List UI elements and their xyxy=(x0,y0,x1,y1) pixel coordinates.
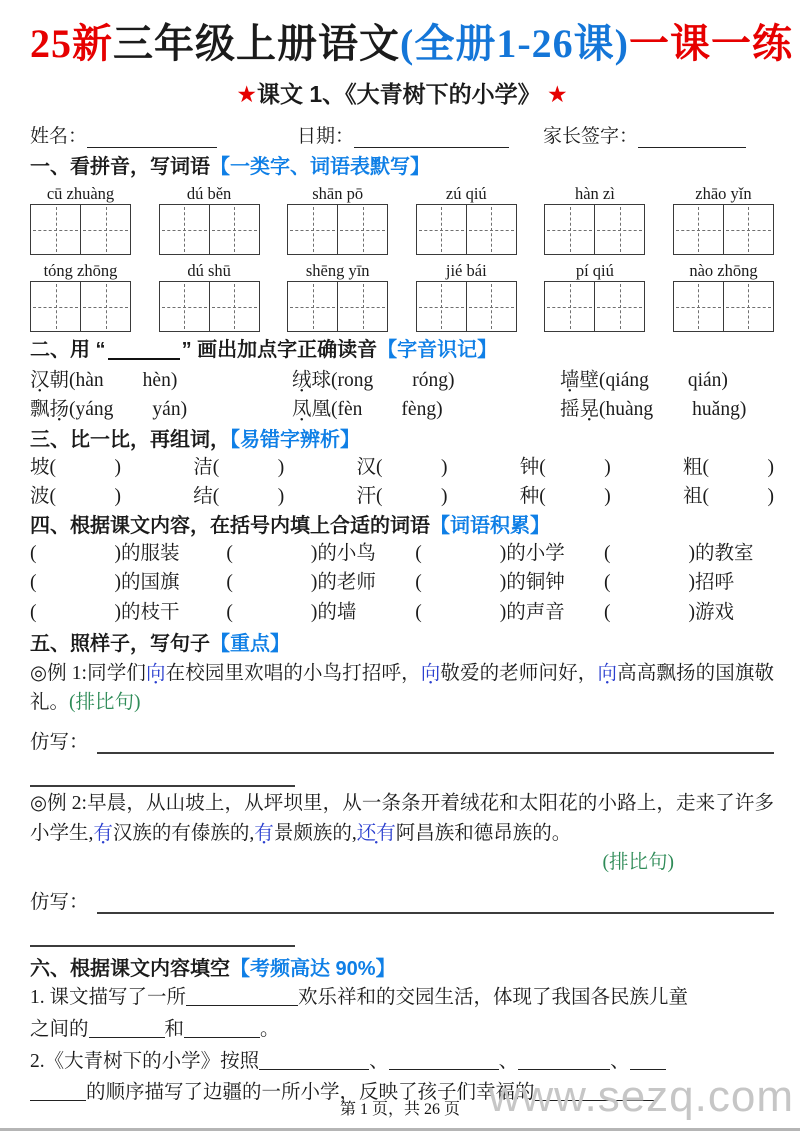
pinyin-label: dú shū xyxy=(187,261,231,280)
fill-word-cell: ( )的枝干 xyxy=(30,601,180,623)
fill-blank-line-2 xyxy=(30,1014,774,1046)
meta-row xyxy=(30,121,774,148)
date-blank xyxy=(354,127,509,148)
rhetoric-note: (排比句) xyxy=(69,692,141,713)
compare-cell: 坡( ) xyxy=(30,456,121,478)
line-text: 2.《大青树下的小学》按照 xyxy=(30,1050,260,1072)
pinyin-row-1 xyxy=(30,183,774,255)
pinyin-label: pí qiú xyxy=(575,261,614,280)
word-post: 壁 xyxy=(579,370,600,391)
lesson-title-text: 课文 1、《大青树下的小学》 xyxy=(256,81,541,107)
copy-line-1 xyxy=(30,726,774,754)
answer-blank xyxy=(389,1049,499,1070)
section-1-header xyxy=(30,154,774,180)
title-part-suffix: 一课一练 xyxy=(628,21,793,66)
section-1-title: 一、看拼音，写词语 xyxy=(30,156,210,178)
line-text: 欢乐祥和的交园生活，体现了我国各民族儿童 xyxy=(298,987,689,1008)
compare-cell: 种( ) xyxy=(519,485,611,507)
fill-word-cell: ( )的老师 xyxy=(226,572,376,594)
title-part-grade: 三年级上册语文 xyxy=(113,21,400,66)
fill-word-row-2 xyxy=(30,568,774,597)
writing-grid xyxy=(30,204,131,255)
title-part-range: (全册1-26课) xyxy=(400,21,629,66)
example-1-prefix: ◎例 1: xyxy=(30,662,87,684)
fill-word-cell: ( )的墙 xyxy=(226,601,357,623)
pinyin-label: hàn zì xyxy=(574,184,615,203)
pinyin-group xyxy=(30,183,131,255)
date-field xyxy=(297,121,509,148)
pinyin-group xyxy=(416,183,517,255)
sign-blank xyxy=(638,127,746,148)
rhetoric-note: (排比句) xyxy=(602,851,674,873)
writing-grid xyxy=(416,204,517,255)
pinyin-group xyxy=(544,183,645,255)
fill-word-cell: ( )的国旗 xyxy=(30,572,180,594)
pinyin-options: (huàng huǎng) xyxy=(599,399,747,421)
pinyin-group xyxy=(287,260,388,332)
keyword-xiang: 向 xyxy=(420,662,441,684)
writing-grid xyxy=(159,204,260,255)
section-5-title: 五、照样子，写句子 xyxy=(30,632,210,655)
watermark: www.sezq.com xyxy=(488,1072,794,1121)
keyword-xiang: 向 xyxy=(145,662,166,684)
pinyin-group xyxy=(159,183,260,255)
copy-blank xyxy=(97,890,774,914)
pinyin-label: cū zhuàng xyxy=(46,184,115,203)
separator: 、 xyxy=(610,1050,630,1072)
name-label: 姓名： xyxy=(30,126,88,147)
separator: 、 xyxy=(369,1050,389,1072)
pinyin-group xyxy=(416,260,517,332)
fill-word-cell: ( )的教室 xyxy=(604,543,754,564)
compare-cell: 汗( ) xyxy=(356,485,448,507)
writing-grid xyxy=(544,281,645,332)
fill-word-cell: ( )的声音 xyxy=(415,601,565,623)
compare-cell: 洁( ) xyxy=(193,456,285,478)
example-1-text: 高高飘扬的国旗敬礼。 xyxy=(30,662,774,713)
answer-blank xyxy=(259,1049,369,1070)
pinyin-label: zhāo yǐn xyxy=(695,184,752,203)
continuation-line xyxy=(30,931,295,947)
separator: 、 xyxy=(498,1050,519,1072)
pronunciation-item xyxy=(30,395,292,424)
dotted-char: 凤 xyxy=(292,399,312,421)
pinyin-label: dú běn xyxy=(186,184,232,203)
star-icon: ★ xyxy=(547,81,568,107)
answer-blank xyxy=(184,1017,260,1038)
example-2-text: 阿昌族和德昂族的。 xyxy=(395,822,572,844)
writing-grid xyxy=(673,281,774,332)
compare-cell: 钟( ) xyxy=(519,456,611,478)
section-2-title-pre: 二、用 “ xyxy=(30,339,106,361)
answer-blank xyxy=(630,1049,666,1070)
answer-blank xyxy=(89,1017,165,1038)
answer-blank xyxy=(186,986,298,1007)
section-3-tag: 【易错字辨析】 xyxy=(230,428,360,451)
section-5-header xyxy=(30,631,774,657)
underline-blank xyxy=(108,338,180,360)
lesson-subtitle xyxy=(30,76,774,109)
example-2-text: 早晨，从山坡上，从坪坝里，从一条条开着绒花和太阳花的小路上，走来了许多小学生, xyxy=(30,793,774,844)
copy-label: 仿写： xyxy=(30,892,89,913)
keyword-you: 有 xyxy=(254,822,274,844)
writing-grid xyxy=(159,281,260,332)
keyword-xiang: 向 xyxy=(597,662,618,684)
pinyin-options: (hàn hèn) xyxy=(69,370,178,391)
example-2 xyxy=(30,789,774,848)
example-2-text: 汉族的有傣族的, xyxy=(112,822,255,844)
pinyin-options: (yáng yán) xyxy=(69,399,188,421)
pinyin-group xyxy=(287,183,388,255)
section-6-header xyxy=(30,956,774,982)
section-4-header xyxy=(30,513,774,539)
compare-cell: 祖( ) xyxy=(683,485,774,507)
example-1-text: 同学们 xyxy=(86,662,146,684)
dotted-char: 汉 xyxy=(30,370,50,391)
example-1-text: 敬爱的老师问好， xyxy=(440,662,598,684)
writing-grid xyxy=(287,281,388,332)
copy-blank xyxy=(97,730,774,754)
compare-row-1 xyxy=(30,453,774,482)
pronunciation-item xyxy=(292,395,560,424)
writing-grid xyxy=(673,204,774,255)
pinyin-group xyxy=(159,260,260,332)
line-text: 1. 课文描写了一所 xyxy=(30,987,187,1008)
writing-grid xyxy=(30,281,131,332)
dotted-char: 扬 xyxy=(49,399,70,421)
writing-grid xyxy=(287,204,388,255)
fill-word-cell: ( )的服装 xyxy=(30,543,180,564)
compare-cell: 波( ) xyxy=(30,485,121,507)
pinyin-label: shān pō xyxy=(312,184,364,203)
fill-word-row-1 xyxy=(30,539,774,568)
example-2-prefix: ◎例 2: xyxy=(30,793,87,815)
word-post: 球 xyxy=(311,370,332,391)
pinyin-label: zú qiú xyxy=(445,184,487,203)
sign-field xyxy=(543,121,746,148)
pinyin-group xyxy=(30,260,131,332)
pinyin-group xyxy=(544,260,645,332)
section-6-tag: 【考频高达 90%】 xyxy=(230,958,396,980)
pronunciation-item xyxy=(560,366,774,395)
answer-blank xyxy=(518,1049,610,1070)
fill-word-cell: ( )的小鸟 xyxy=(226,543,376,564)
page-number: 第 1 页，共 26 页 xyxy=(339,1101,460,1118)
fill-blank-line-1 xyxy=(30,982,774,1014)
pinyin-label: jié bái xyxy=(445,261,487,280)
section-2-title-post: ” 画出加点字正确读音 xyxy=(181,339,378,361)
pronunciation-item xyxy=(30,366,292,395)
line-text: 的顺序描写了边疆的一所小学，反映了孩子们幸福的 xyxy=(86,1082,535,1104)
writing-grid xyxy=(416,281,517,332)
fill-word-cell: ( )的小学 xyxy=(415,543,565,564)
compare-row-2 xyxy=(30,482,774,511)
pinyin-label: nào zhōng xyxy=(689,261,758,280)
fill-word-cell: ( )游戏 xyxy=(604,601,735,623)
pinyin-row-2 xyxy=(30,260,774,332)
keyword-you: 有 xyxy=(93,822,113,844)
section-4-title: 四、根据课文内容，在括号内填上合适的词语 xyxy=(30,515,430,537)
star-icon: ★ xyxy=(236,81,257,107)
section-1-tag: 【一类字、词语表默写】 xyxy=(210,156,430,178)
fill-word-row-3 xyxy=(30,598,774,627)
pinyin-label: tóng zhōng xyxy=(43,261,118,280)
example-1 xyxy=(30,659,774,718)
pinyin-group xyxy=(673,183,774,255)
copy-line-2 xyxy=(30,886,774,914)
dotted-char: 墙 xyxy=(560,370,580,391)
name-blank xyxy=(87,127,217,148)
word-pre: 飘 xyxy=(30,399,50,421)
section-4-tag: 【词语积累】 xyxy=(430,515,550,537)
pronunciation-item xyxy=(292,366,560,395)
pronunciation-item xyxy=(560,395,774,424)
copy-label: 仿写： xyxy=(30,732,89,754)
fill-word-cell: ( )的铜钟 xyxy=(415,572,565,594)
dotted-char: 绒 xyxy=(292,370,312,391)
section-2-header xyxy=(30,337,774,363)
date-label: 日期： xyxy=(297,126,355,147)
writing-grid xyxy=(544,204,645,255)
line-text: 之间的 xyxy=(30,1018,89,1040)
name-field xyxy=(30,121,217,148)
section-6-title: 六、根据课文内容填空 xyxy=(30,958,230,980)
word-post: 凰 xyxy=(311,399,332,421)
example-2-text: 景颇族的, xyxy=(273,822,357,844)
fill-word-cell: ( )招呼 xyxy=(604,572,735,594)
pinyin-options: (fèn fèng) xyxy=(331,399,443,421)
pinyin-options: (rong róng) xyxy=(331,370,455,391)
pinyin-group xyxy=(673,260,774,332)
title-part-year: 25新 xyxy=(30,21,113,66)
pinyin-options: (qiáng qián) xyxy=(599,370,728,391)
section-2-tag: 【字音识记】 xyxy=(377,339,498,361)
dotted-char: 晃 xyxy=(579,399,600,421)
example-1-text: 在校园里欢唱的小鸟打招呼， xyxy=(165,662,421,684)
page-title xyxy=(30,20,793,68)
word-post: 朝 xyxy=(49,370,70,391)
section-5-tag: 【重点】 xyxy=(210,632,290,655)
line-text: 和 xyxy=(164,1018,185,1040)
compare-cell: 汉( ) xyxy=(356,456,448,478)
section-3-title: 三、比一比，再组词， xyxy=(30,428,230,451)
section-3-header xyxy=(30,427,774,453)
sign-label: 家长签字： xyxy=(543,126,639,147)
keyword-haiyou: 还有 xyxy=(356,822,396,844)
line-text: 。 xyxy=(260,1018,280,1040)
pinyin-label: shēng yīn xyxy=(305,261,370,280)
compare-cell: 结( ) xyxy=(193,485,285,507)
word-pre: 摇 xyxy=(560,399,580,421)
compare-cell: 粗( ) xyxy=(683,456,774,478)
continuation-line xyxy=(30,771,295,787)
pronunciation-list xyxy=(30,366,774,425)
